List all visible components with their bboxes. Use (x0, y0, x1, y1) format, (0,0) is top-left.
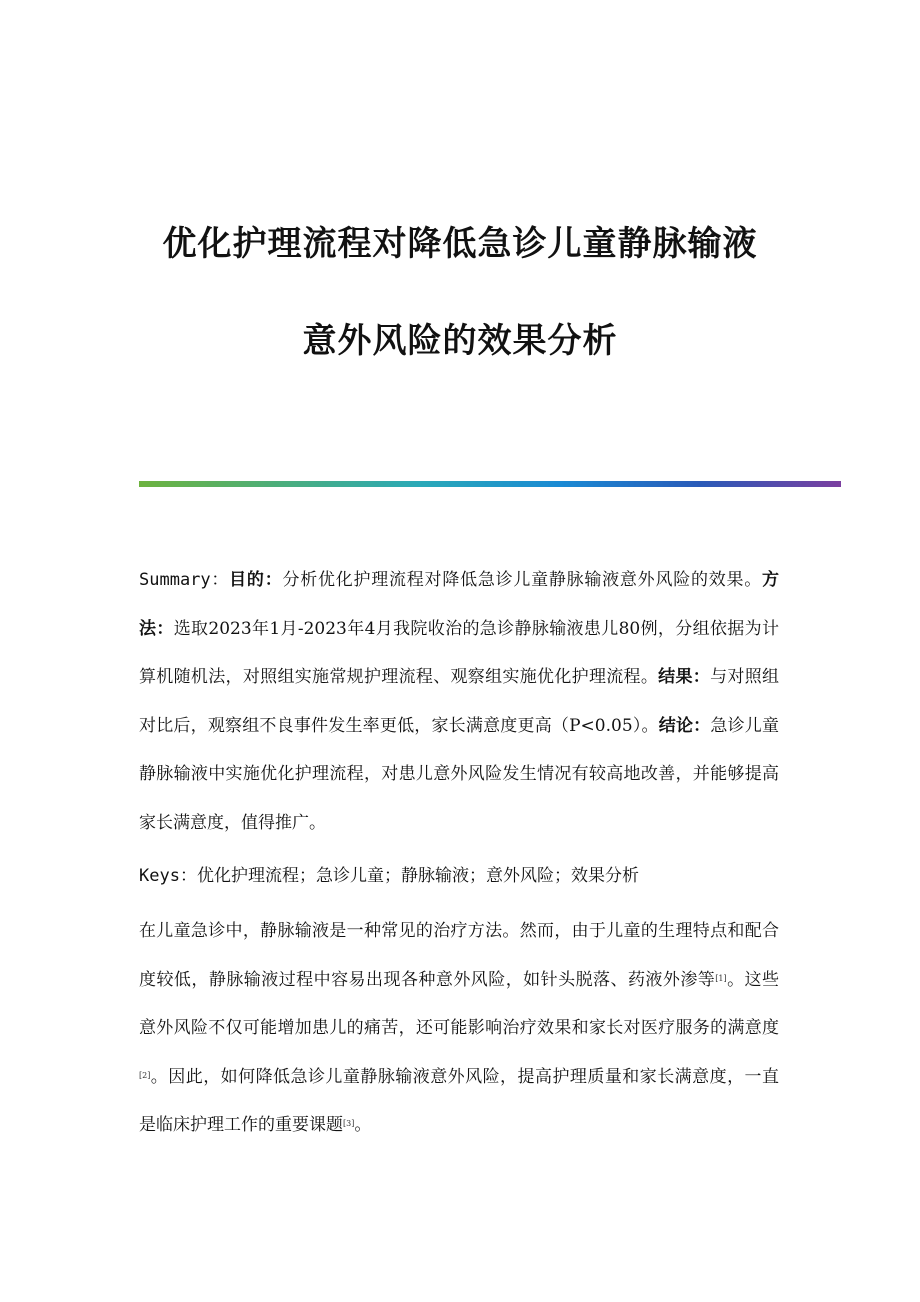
citation-3[interactable]: [3] (343, 1119, 355, 1128)
purpose-text: 分析优化护理流程对降低急诊儿童静脉输液意外风险的效果。 (282, 570, 763, 590)
intro-text-4: 。 (354, 1115, 372, 1135)
gradient-divider (139, 481, 841, 487)
conclusion-text: 急诊儿童静脉输液中实施优化护理流程，对患儿意外风险发生情况有较高地改善，并能够提高家长满意度，值得推广。 (139, 715, 780, 833)
title-line-2: 意外风险的效果分析 (302, 321, 618, 361)
keys-label: Keys： (139, 866, 197, 886)
intro-paragraph (139, 907, 779, 1150)
intro-text-2: 。这些意外风险不仅可能增加患儿的痛苦，还可能影响治疗效果和家长对医疗服务的满意度 (139, 969, 780, 1038)
conclusion-label: 结论： (658, 715, 711, 736)
citation-2[interactable]: [2] (139, 1070, 151, 1080)
abstract-paragraph (139, 556, 779, 847)
result-label: 结果： (658, 667, 711, 687)
intro-text-1: 在儿童急诊中，静脉输液是一种常见的治疗方法。然而，由于儿童的生理特点和配合度较低，静脉输液过程中容易出现各种意外风险，如针头脱落、药液外渗等 (139, 921, 779, 990)
citation-1[interactable]: [1] (715, 973, 727, 983)
method-text: 选取2023年1月-2023年4月我院收治的急诊静脉输液患儿80例，分组依据为计算机随机法，对照组实施常规护理流程、观察组实施优化护理流程。 (139, 618, 779, 687)
summary-label: Summary： (139, 570, 230, 590)
keywords-paragraph (139, 852, 779, 901)
keys-text: 优化护理流程；急诊儿童；静脉输液；意外风险；效果分析 (196, 866, 639, 886)
method-label: 方法： (139, 570, 780, 639)
purpose-label: 目的： (229, 570, 283, 590)
intro-text-3: 。因此，如何降低急诊儿童静脉输液意外风险，提高护理质量和家长满意度，一直是临床护理工作的重要课题 (139, 1066, 779, 1135)
title-line-1: 优化护理流程对降低急诊儿童静脉输液 (162, 224, 758, 264)
result-text: 与对照组对比后，观察组不良事件发生率更低，家长满意度更高（P<0.05）。 (139, 667, 780, 736)
